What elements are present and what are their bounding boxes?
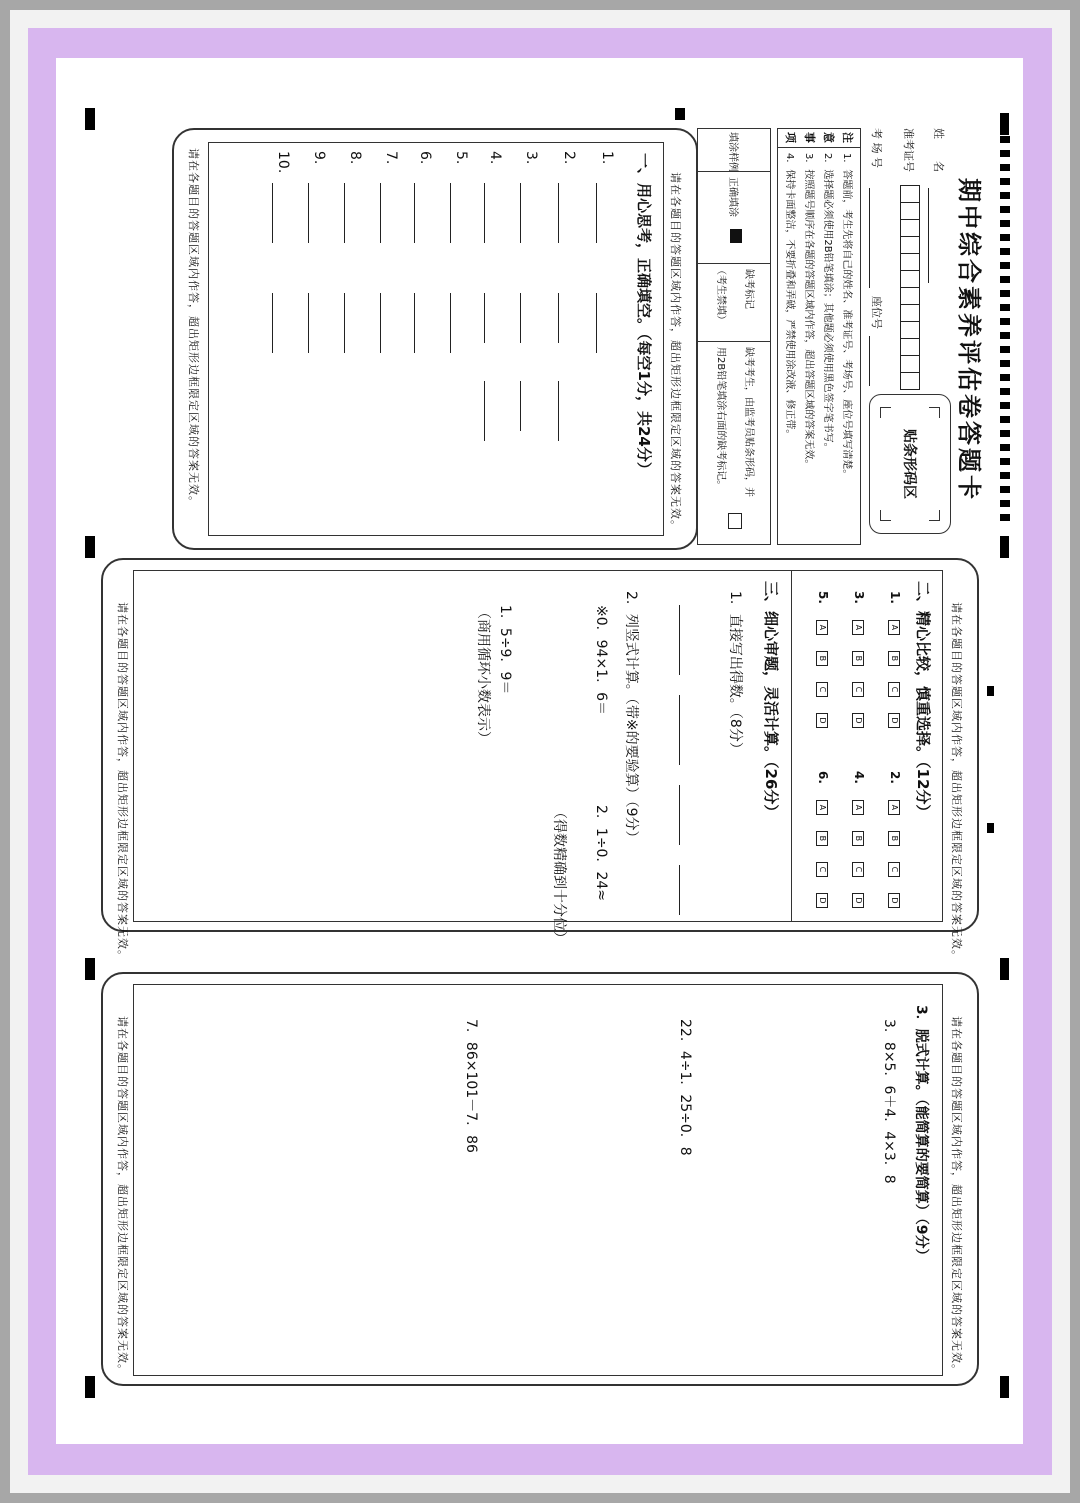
question-number: 4. <box>487 151 503 165</box>
section-3-continued-area <box>133 984 943 1376</box>
choice-question[interactable]: 1.ABCD <box>888 591 902 728</box>
timing-mark <box>987 823 994 833</box>
question-number: 1. <box>599 151 615 165</box>
fill-example-box <box>697 128 771 545</box>
timing-mark <box>1000 486 1010 493</box>
calc-2b: 2．1÷0．24≈ <box>593 805 609 901</box>
answer-line[interactable] <box>380 183 381 243</box>
timing-mark <box>1000 304 1010 311</box>
answer-line[interactable] <box>272 183 273 243</box>
absent-mark-sub: （考生禁填） <box>715 265 726 325</box>
barcode-label: 贴条形码区 <box>901 429 917 499</box>
timing-mark <box>1000 276 1010 283</box>
answer-line[interactable] <box>308 183 309 243</box>
warning-bar: 请在各题目的答题区域内作答，超出矩形边框限定区域的答案无效。 <box>669 172 682 532</box>
timing-mark <box>85 1376 95 1398</box>
timing-mark <box>1000 416 1010 423</box>
timing-mark <box>1000 113 1009 135</box>
answer-line[interactable] <box>596 183 597 243</box>
timing-mark <box>1000 514 1010 521</box>
timing-mark <box>1000 500 1010 507</box>
timing-mark <box>675 108 685 120</box>
warning-bar: 请在各题目的答题区域内作答，超出矩形边框限定区域的答案无效。 <box>187 148 200 508</box>
panel-section-1 <box>172 128 698 550</box>
panel-section-2-3 <box>101 558 979 962</box>
name-line <box>928 188 929 283</box>
choice-question[interactable]: 5.ABCD <box>816 591 830 728</box>
section-3-title: 三、细心审题，灵活计算。（26分） <box>762 581 780 820</box>
timing-mark <box>1000 958 1009 980</box>
question-number: 7. <box>383 151 399 165</box>
notice-label: 注 <box>841 132 854 143</box>
notice-label: 项 <box>784 132 797 143</box>
timing-mark <box>1000 346 1010 353</box>
answer-line[interactable] <box>414 293 415 353</box>
ticket-number-boxes[interactable] <box>901 186 922 390</box>
answer-line[interactable] <box>520 183 521 243</box>
question-number: 8. <box>347 151 363 165</box>
warning-bar: 请在各题目的答题区域内作答，超出矩形边框限定区域的答案无效。 <box>116 1016 129 1376</box>
timing-mark <box>1000 402 1010 409</box>
rotated-page <box>56 58 1023 1444</box>
timing-mark <box>1000 136 1010 143</box>
question-number: 6. <box>417 151 433 165</box>
timing-mark <box>1000 150 1010 157</box>
choice-question[interactable]: 6.ABCD <box>816 771 830 908</box>
question-number: 10. <box>275 151 291 174</box>
calc-2a: ※0．94×1．6＝ <box>593 605 609 715</box>
calc-question-1: 1．直接写出得数。（8分） <box>727 591 743 756</box>
warning-bar: 请在各题目的答题区域内作答，超出矩形边框限定区域的答案无效。 <box>950 1016 963 1376</box>
page-title: 期中综合素养评估卷答题卡 <box>955 178 983 502</box>
answer-line[interactable] <box>558 183 559 243</box>
answer-line[interactable] <box>344 293 345 353</box>
timing-mark <box>85 536 95 558</box>
calc-question-2: 2．列竖式计算。（带※的要验算）（9分） <box>623 591 639 845</box>
answer-line[interactable] <box>679 605 680 675</box>
calc-2c-note: （商用循环小数表示） <box>475 605 491 745</box>
answer-line[interactable] <box>380 293 381 353</box>
notice-item: 4．保持卡面整洁，不要折叠和弄破，严禁使用涂改液、修正带。 <box>784 153 795 440</box>
answer-line[interactable] <box>414 183 415 243</box>
absent-note: 用2B铅笔填涂右面的缺考标记。 <box>715 347 726 491</box>
answer-line[interactable] <box>484 293 485 343</box>
calc-question-3: 3．脱式计算。（能简算的要简算）（9分） <box>913 1005 929 1263</box>
barcode-area <box>869 394 951 534</box>
filled-bubble-sample <box>730 229 742 243</box>
seat-line <box>869 336 870 386</box>
notice-item: 3．按照题号顺序在各题的答题区域内作答，超出答题区域的答案无效。 <box>803 153 814 470</box>
timing-mark <box>1000 1376 1009 1398</box>
notice-label: 事 <box>803 132 816 143</box>
answer-line[interactable] <box>520 381 521 431</box>
question-number: 9. <box>311 151 327 165</box>
question-number: 2. <box>561 151 577 165</box>
timing-mark <box>1000 206 1010 213</box>
notice-item: 1．答题前，考生先将自己的姓名、准考证号、考场号、座位号填写清楚。 <box>841 153 852 480</box>
seat-label: 座位号 <box>870 296 883 329</box>
timing-mark <box>1000 430 1010 437</box>
fill-example-label: 填涂样例 <box>727 132 738 172</box>
answer-line[interactable] <box>450 293 451 353</box>
timing-mark <box>85 108 95 130</box>
timing-mark <box>1000 388 1010 395</box>
timing-mark <box>1000 318 1010 325</box>
ticket-label: 准考证号 <box>902 128 915 172</box>
timing-mark <box>1000 262 1010 269</box>
calc-3b: 22．4÷1．25÷0．8 <box>677 1019 693 1156</box>
choice-question[interactable]: 3.ABCD <box>852 591 866 728</box>
section-1-title: 一、用心思考，正确填空。（每空1分，共24分） <box>635 153 653 477</box>
timing-mark <box>1000 220 1010 227</box>
answer-line[interactable] <box>596 293 597 353</box>
name-label: 姓 名 <box>932 128 945 172</box>
answer-line[interactable] <box>520 293 521 343</box>
timing-mark <box>1000 444 1010 451</box>
answer-line[interactable] <box>558 293 559 343</box>
answer-line[interactable] <box>344 183 345 243</box>
answer-line[interactable] <box>484 381 485 441</box>
absent-checkbox[interactable] <box>728 513 742 529</box>
timing-mark <box>987 686 994 696</box>
timing-mark <box>1000 192 1010 199</box>
correct-fill-label: 正确填涂 <box>727 177 738 217</box>
warning-bar: 请在各题目的答题区域内作答，超出矩形边框限定区域的答案无效。 <box>116 602 129 962</box>
warning-bar: 请在各题目的答题区域内作答，超出矩形边框限定区域的答案无效。 <box>950 602 963 962</box>
choice-question[interactable]: 2.ABCD <box>888 771 902 908</box>
section-2-3-area <box>133 570 943 945</box>
panel-section-3-continued <box>101 972 979 1386</box>
timing-mark <box>1000 332 1010 339</box>
answer-line[interactable] <box>450 183 451 243</box>
room-line <box>869 188 870 288</box>
calc-3a: 3．8×5．6＋4．4×3．8 <box>881 1019 897 1184</box>
timing-mark <box>1000 248 1010 255</box>
timing-mark <box>1000 458 1010 465</box>
calc-2c: 1．5÷9．9＝ <box>497 605 513 695</box>
timing-mark <box>1000 290 1010 297</box>
section-2-title: 二、精心比较，慎重选择。（12分） <box>914 581 932 820</box>
answer-sheet <box>56 58 1023 1444</box>
timing-mark <box>1000 472 1010 479</box>
calc-2b-note: （得数精确到十分位） <box>551 805 567 945</box>
question-number: 3. <box>523 151 539 165</box>
timing-mark <box>1000 234 1010 241</box>
room-label: 考 场 号 <box>870 128 883 168</box>
timing-mark <box>1000 164 1010 171</box>
section-1-area <box>208 142 664 536</box>
answer-line[interactable] <box>679 695 680 765</box>
absent-note: 缺考考生，由监考员贴条形码，并 <box>743 347 754 497</box>
timing-mark <box>85 958 95 980</box>
calc-3c: 7．86×101－7．86 <box>463 1019 479 1153</box>
notice-box <box>777 128 861 545</box>
notice-label: 意 <box>822 132 835 143</box>
absent-mark-label: 缺考标记 <box>743 269 754 309</box>
choice-question[interactable]: 4.ABCD <box>852 771 866 908</box>
timing-mark <box>1000 178 1010 185</box>
question-number: 5. <box>453 151 469 165</box>
notice-item: 2．选择题必须使用2B铅笔填涂；其他题必须使用黑色签字笔书写。 <box>822 153 833 453</box>
answer-line[interactable] <box>484 183 485 243</box>
answer-line[interactable] <box>558 381 559 441</box>
answer-line[interactable] <box>308 293 309 353</box>
answer-line[interactable] <box>679 865 680 915</box>
timing-mark <box>1000 536 1009 558</box>
answer-line[interactable] <box>272 293 273 353</box>
answer-line[interactable] <box>679 785 680 845</box>
timing-mark <box>1000 360 1010 367</box>
timing-mark <box>1000 374 1010 381</box>
